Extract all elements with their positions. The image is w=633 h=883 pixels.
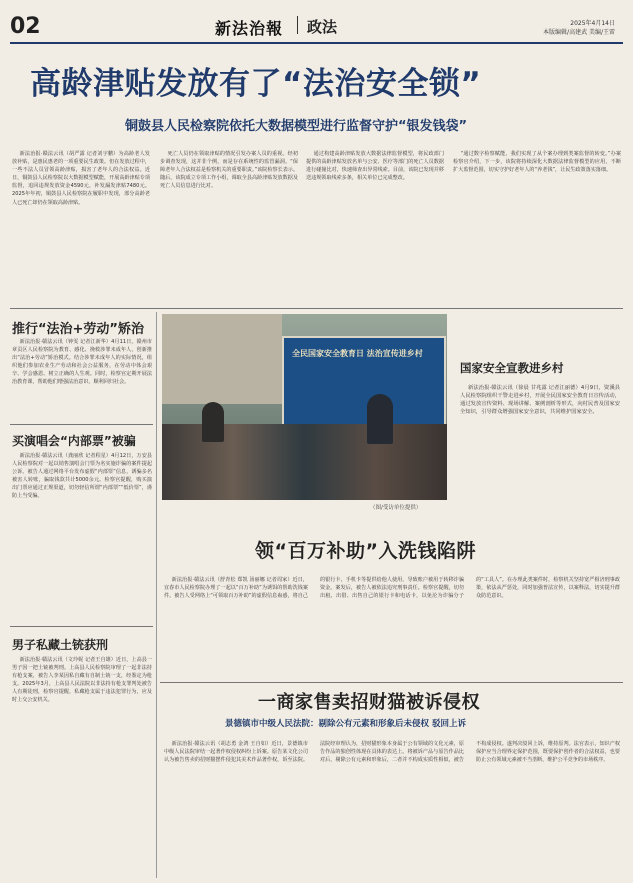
article5-body: 新法治报·赣法云讯（文玲妮 记者王自雄）近日，上高县一男子因一把土铳被判刑。上高县人民检察院审理了一起非法持有枪支案，被告人李某因私自藏有自制土铳一支，经鉴定为枪支。2025年3月，上高县人民法院以非法持有枪支罪判处被告人有期徒刑，检察官提醒，私藏枪支属于违法犯罪行为，应及时上交公安机关。 bbox=[12, 657, 152, 704]
article6-body: 新法治报·赣法云讯（舒青松 郑凯 汤丽娜 记者周家）近日，宜春市人民检察院办理了一起以“百万补助”为诱饵的帮助洗钱案件。被告人受网络上“可领取百万补助”的虚假信息蛊惑，将自己的银行卡、手机卡等提供给他人使用，导致账户被用于转移诈骗资金。案发后，被告人被依法追究刑事责任。检察官提醒，切勿出租、出借、出售自己的银行卡和电话卡，以免沦为诈骗分子的“工具人”。在办理此类案件时，检察机关坚持宽严相济刑事政策，依法从严惩处，同时加强普法宣传，以案释法，切实提升群众防范意识。 bbox=[164, 577, 620, 600]
page-number: 02 bbox=[10, 14, 41, 39]
masthead bbox=[0, 0, 633, 44]
lead-col-3: 通过构建高龄津贴发放大数据法律监督模型，将民政部门提供的高龄津贴发放名单与公安、医疗等部门的死亡人员数据进行碰撞比对，快速筛查出异常线索。目前，该院已发现并移送违规领取线索多条，相关单位已完成整改。 bbox=[306, 151, 444, 182]
article7-body: 新法治报·赣法云讯（胡志勇 金鸿 王自如）近日，景德镇市中级人民法院审结一起著作权侵权纠纷上诉案。原告某文化公司认为被告售卖的招财猫摆件侵犯其美术作品著作权，诉至法院。法院经审理认为，招财猫形象本身属于公有领域的文化元素，原告作品的独创性体现在具体的表达上。将被诉产品与原告作品比对后，剔除公有元素和形象后，二者并不构成实质性相似，被告不构成侵权。遂判决驳回上诉，维持原判。法官表示，知识产权保护应当合理界定保护范围，既要保护创作者的合法权益，也要防止公有领域元素被不当垄断，维护公平竞争的市场秩序。 bbox=[164, 741, 620, 764]
section-name: 政法 bbox=[307, 18, 338, 36]
article2-title: 推行“法治+劳动”矫治 bbox=[12, 322, 144, 337]
rule-mid bbox=[160, 682, 623, 683]
masthead-rule bbox=[10, 42, 623, 44]
article2-body: 新法治报·赣法云讯（钟雯 记者江新华）4月11日，赣州市章贡区人民检察院为教育、感化、挽救涉罪未成年人，创新推出“法治+劳动”矫治模式。结合涉罪未成年人的实际情况，组织他们参加农业生产劳动和社会公益服务，在劳动中体会艰辛、学会感恩、树立正确的人生观。同时，检察官定期开展法治教育课，帮助他们增强法治意识，顺利回归社会。 bbox=[12, 339, 152, 386]
article4-title: 买演唱会“内部票”被骗 bbox=[12, 434, 136, 448]
article7-subtitle: 景德镇市中级人民法院：剔除公有元素和形象后未侵权 驳回上诉 bbox=[225, 719, 466, 729]
rule-left-2 bbox=[10, 626, 153, 627]
photo-person-2 bbox=[367, 394, 393, 444]
editors-line: 本版编辑/高建武 美编/王雷 bbox=[543, 29, 615, 36]
article7-title: 一商家售卖招财猫被诉侵权 bbox=[258, 692, 480, 713]
article3-body: 新法治报·赣法云讯（徐晨 甘兆露 记者江丽德）4月9日，资溪县人民检察院组织干警走进乡村，开展全民国家安全教育日宣传活动，通过发放宣传资料、现场讲解、案例剖析等形式，向村民普及国家安全知识，引导群众增强国家安全意识，共同维护国家安全。 bbox=[460, 385, 620, 416]
lead-bottom-rule bbox=[10, 308, 623, 309]
lead-col-1: 新法治报·赣法云讯（胡严露 记者刘宇鹏）为高龄老人发放补贴，是惠民惠老的一项重要民生政策。但在发放过程中，一些不法人员冒领高龄津贴，损害了老年人的合法权益。近日，铜鼓县人民检察院以大数据模型赋能，开展高龄津贴专项监督，追回违规发放资金4590元，补发漏发津贴7480元。2025年年初，铜鼓县人民检察院在履职中发现，部分高龄老人已死亡却仍在领取高龄津贴。 bbox=[12, 151, 150, 206]
section-badge bbox=[297, 16, 298, 34]
lead-subtitle: 铜鼓县人民检察院依托大数据模型进行监督守护“银发钱袋” bbox=[125, 119, 468, 134]
article6-title: 领“百万补助”入洗钱陷阱 bbox=[255, 540, 476, 562]
photo-sign-text: 全民国家安全教育日 法治宣传进乡村 bbox=[292, 349, 423, 358]
photo-person-1 bbox=[202, 402, 224, 442]
article3-title: 国家安全宣教进乡村 bbox=[460, 361, 564, 375]
issue-date: 2025年4月14日 bbox=[570, 20, 615, 27]
photo-building bbox=[162, 314, 282, 404]
article3-box bbox=[452, 314, 623, 510]
lead-col-4: “通过数字检察赋能，我们实现了从个案办理到类案监督的转变。”办案检察官介绍，下一步，该院将持续深化大数据法律监督模型的应用，不断扩大监督范围，切实守护好老年人的“养老钱”，让民生政策落实落细。 bbox=[453, 151, 621, 174]
news-photo bbox=[162, 314, 447, 500]
lead-col-2: 死亡人员仍在领取津贴的情况引发办案人员的重视。经初步调查发现，这并非个例，而是存在系统性的监管漏洞。“保障老年人合法权益是检察机关的重要职责。”该院检察长表示。随后，该院成立专项工作小组，调取全县高龄津贴发放数据及死亡人员信息进行比对。 bbox=[160, 151, 298, 190]
article5-title: 男子私藏土铳获刑 bbox=[12, 638, 109, 652]
lead-title: 高龄津贴发放有了“法治安全锁” bbox=[30, 66, 482, 102]
rule-left-1 bbox=[10, 424, 153, 425]
photo-caption: （图/受访单位提供） bbox=[370, 505, 422, 511]
left-column-divider bbox=[156, 312, 157, 878]
paper-name: 新法治報 bbox=[215, 19, 284, 38]
article4-body: 新法治报·赣法云讯（龚丽欣 记者程星）4月12日，万安县人民检察院对一起以销售演唱会门票为名实施诈骗的案件提起公诉。被告人通过网络平台发布虚假“内部票”信息，诱骗多名被害人转账，骗取钱款共计5000余元。检察官提醒，购买演出门票应通过正规渠道，切勿轻信所谓“内部票”“低价票”，谨防上当受骗。 bbox=[12, 453, 152, 500]
